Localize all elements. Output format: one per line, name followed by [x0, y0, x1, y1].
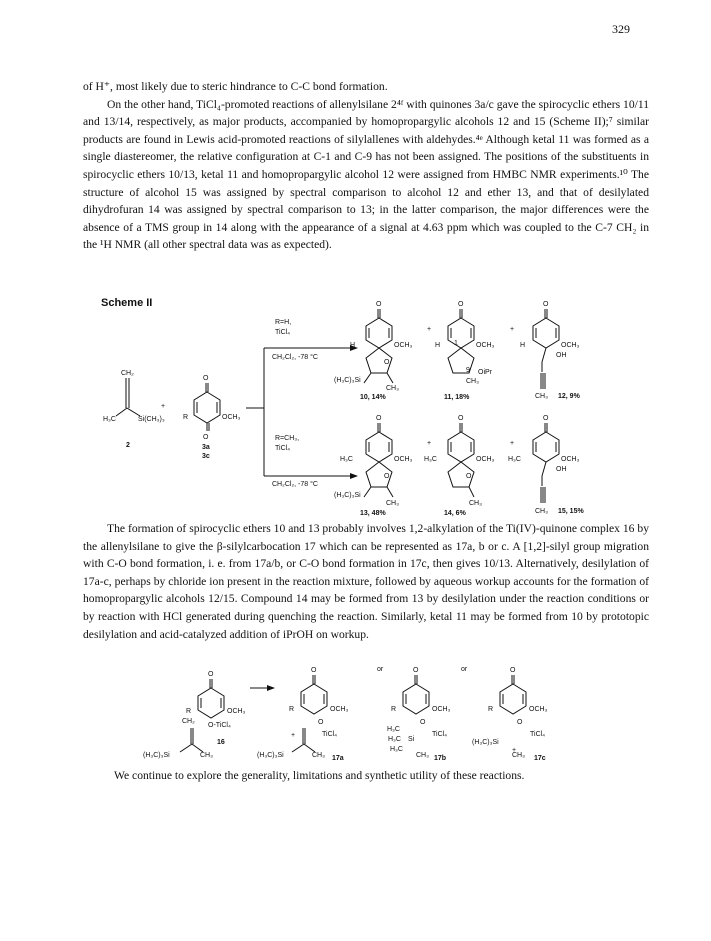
o-label: O — [376, 301, 382, 308]
ch3-label: CH₃ — [200, 752, 213, 759]
och3-label: OCH₃ — [222, 414, 241, 421]
o-label-2: O — [517, 719, 523, 726]
c1-label: 1 — [454, 340, 458, 347]
o-ticl4-label: O-TiCl₄ — [208, 722, 231, 729]
o-label: O — [208, 671, 214, 678]
o-label: O — [413, 667, 419, 674]
complex-16-label: 16 — [217, 739, 225, 746]
r-label: R — [488, 706, 494, 713]
o-ring-label: O — [466, 473, 472, 480]
product-11-label: 11, 18% — [444, 394, 470, 401]
closing-line: We continue to explore the generality, limitations and synthetic utility of these reactions. — [114, 769, 525, 782]
tms-label: (H₃C)₃Si — [334, 492, 361, 499]
bottom-condition-3: CH₂Cl₂, -78 °C — [272, 481, 318, 488]
scheme-label: Scheme II — [101, 297, 153, 309]
cation-17c — [472, 667, 548, 762]
ch2-label: CH₂ — [121, 370, 134, 377]
bottom-condition-1: R=CH₃, — [275, 435, 300, 442]
h3c-label: H₃C — [103, 416, 116, 423]
o-label: O — [458, 301, 464, 308]
h3c-label: H₃C — [387, 726, 400, 733]
h3c-label: H₃C — [340, 456, 353, 463]
product-13-label: 13, 48% — [360, 510, 386, 517]
ticl4-label: TiCl₄ — [322, 731, 338, 738]
h3c-label-3: H₃C — [390, 746, 403, 753]
och3-label: OCH₃ — [529, 706, 548, 713]
ch3-label: CH₃ — [469, 500, 482, 507]
r-label: R — [186, 708, 192, 715]
paragraph-2: The formation of spirocyclic ethers 10 and 13 probably involves 1,2-alkylation of the Ti(IV)-quinone complex 16 by the allenylsilane to give the β-silylcarbocation 17 which can be represented as 17a, b or c. A [1,2]-silyl group migration with C-O bond formation, i. e. from 17a/b, or C-O bond formation in 17c, then gives 10/13. Alternatively, desilylation of 17a-c, perhaps by chloride ion present in the reaction mixture, followed by aqueous workup accounts for the formation of homopropargylic alcohols 12/15. Compound 14 may be formed from 13 by desilylation under the reaction conditions or by reaction with HCl generated during quenching the reaction. Similarly, ketal 11 may be formed from 10 by prototopic desilylation and acid-catalyzed addition of iPrOH on workup. — [83, 522, 649, 641]
plus-label: + — [291, 732, 296, 739]
cation-17c-label: 17c — [534, 755, 546, 762]
h3c-label-2: H₃C — [388, 736, 401, 743]
si-label: Si — [408, 736, 415, 743]
tms-label: (H₃C)₃Si — [472, 739, 499, 746]
och3-label: OCH₃ — [476, 456, 495, 463]
ch3-label: CH₃ — [466, 378, 479, 385]
o-label: O — [543, 301, 549, 308]
och3-label: OCH₃ — [227, 708, 246, 715]
och3-label: OCH₃ — [561, 342, 580, 349]
plus-sign: + — [427, 440, 432, 447]
ch3-label: CH₃ — [416, 752, 429, 759]
complex-16 — [143, 671, 246, 759]
ch3-label: CH₃ — [312, 752, 325, 759]
ch3-label: CH₃ — [512, 752, 525, 759]
och3-label: OCH₃ — [432, 706, 451, 713]
och3-label: OCH₃ — [394, 456, 413, 463]
h-label: H — [350, 342, 356, 349]
ch3-label: CH₃ — [386, 385, 399, 392]
plus-sign: + — [427, 326, 432, 333]
o-label: O — [543, 415, 549, 422]
cation-17a-label: 17a — [332, 755, 344, 762]
och3-label: OCH₃ — [561, 456, 580, 463]
ch3-label: CH₃ — [535, 508, 548, 515]
product-10-label: 10, 14% — [360, 394, 386, 401]
compound-3a-label: 3a — [202, 444, 210, 451]
o-label-2: O — [318, 719, 324, 726]
plus-label: + — [512, 747, 517, 754]
sime3-label: Si(CH₃)₃ — [138, 416, 165, 423]
top-condition-1: R=H, — [275, 319, 292, 326]
tms-label: (H₃C)₃Si — [143, 752, 170, 759]
r-label: R — [183, 414, 189, 421]
h-label: H — [435, 342, 441, 349]
oxygen-label: O — [203, 375, 209, 382]
cation-17b-label: 17b — [434, 755, 447, 762]
cation-17b — [387, 667, 451, 762]
product-14-label: 14, 6% — [444, 510, 466, 517]
o-label: O — [376, 415, 382, 422]
h3c-label: H₃C — [508, 456, 521, 463]
o-ring-label: O — [384, 359, 390, 366]
tms-label: (H₃C)₃Si — [334, 377, 361, 384]
oipr-label: OiPr — [478, 369, 492, 376]
h3c-label: H₃C — [424, 456, 437, 463]
och3-label: OCH₃ — [330, 706, 349, 713]
o-label-2: O — [420, 719, 426, 726]
product-12-label: 12, 9% — [558, 393, 580, 400]
tms-label: (H₃C)₃Si — [257, 752, 284, 759]
or-label: or — [461, 666, 468, 673]
ch3-label: CH₃ — [386, 500, 399, 507]
och3-label: OCH₃ — [476, 342, 495, 349]
oxygen-label-2: O — [203, 434, 209, 441]
product-15-label: 15, 15% — [558, 508, 584, 515]
o-ring-label: O — [384, 473, 390, 480]
plus-sign: + — [510, 326, 515, 333]
oh-label: OH — [556, 352, 567, 359]
intro-line: of H⁺, most likely due to steric hindrance to C-C bond formation. — [83, 80, 388, 93]
page-number: 329 — [612, 22, 630, 36]
c9-label: 9 — [466, 367, 470, 374]
top-condition-2: TiCl₄ — [275, 329, 291, 336]
ch2-label: CH₂ — [182, 718, 195, 725]
o-label: O — [458, 415, 464, 422]
h-label: H — [520, 342, 526, 349]
o-label: O — [510, 667, 516, 674]
paragraph-1: On the other hand, TiCl₄-promoted reactions of allenylsilane 2⁴ᶠ with quinones 3a/c gave the spirocyclic ethers 10/11 and 13/14, respectively, as major products, accompanied by homopropargylic alcohols 12 and 15 (Scheme II);⁷ similar products are found in Lewis acid-promoted reactions of silylallenes with aldehydes.⁴ᵉ Although ketal 11 was formed as a single diastereomer, the relative configuration at C-1 and C-9 has not been assigned. The positions of the substituents in spirocyclic ethers 10/13, ketal 11 and homopropargylic alcohol 12 were assigned from HMBC NMR experiments.¹⁰ The structure of alcohol 15 was assigned by spectral comparison to alcohol 12 and ether 13, and that of desilylated dihydrofuran 14 was assigned by spectral comparison to 13; in the latter comparison, the major differences were the absence of a TMS group in 14 along with the appearance of a signal at 4.63 ppm which was coupled to the C-7 CH₂ in the ¹H NMR (all other spectral data was as expected). — [83, 97, 649, 252]
ch3-label: CH₃ — [535, 393, 548, 400]
oh-label: OH — [556, 466, 567, 473]
bottom-condition-2: TiCl₄ — [275, 445, 291, 452]
plus-sign: + — [510, 440, 515, 447]
cation-17a — [257, 667, 349, 762]
or-label: or — [377, 666, 384, 673]
top-condition-3: CH₂Cl₂, -78 °C — [272, 354, 318, 361]
plus-sign: + — [161, 403, 166, 410]
r-label: R — [289, 706, 295, 713]
o-label: O — [311, 667, 317, 674]
och3-label: OCH₃ — [394, 342, 413, 349]
ticl4-label: TiCl₄ — [530, 731, 546, 738]
ticl4-label: TiCl₄ — [432, 731, 448, 738]
compound-3c-label: 3c — [202, 453, 210, 460]
r-label: R — [391, 706, 397, 713]
compound-2-label: 2 — [126, 442, 130, 449]
